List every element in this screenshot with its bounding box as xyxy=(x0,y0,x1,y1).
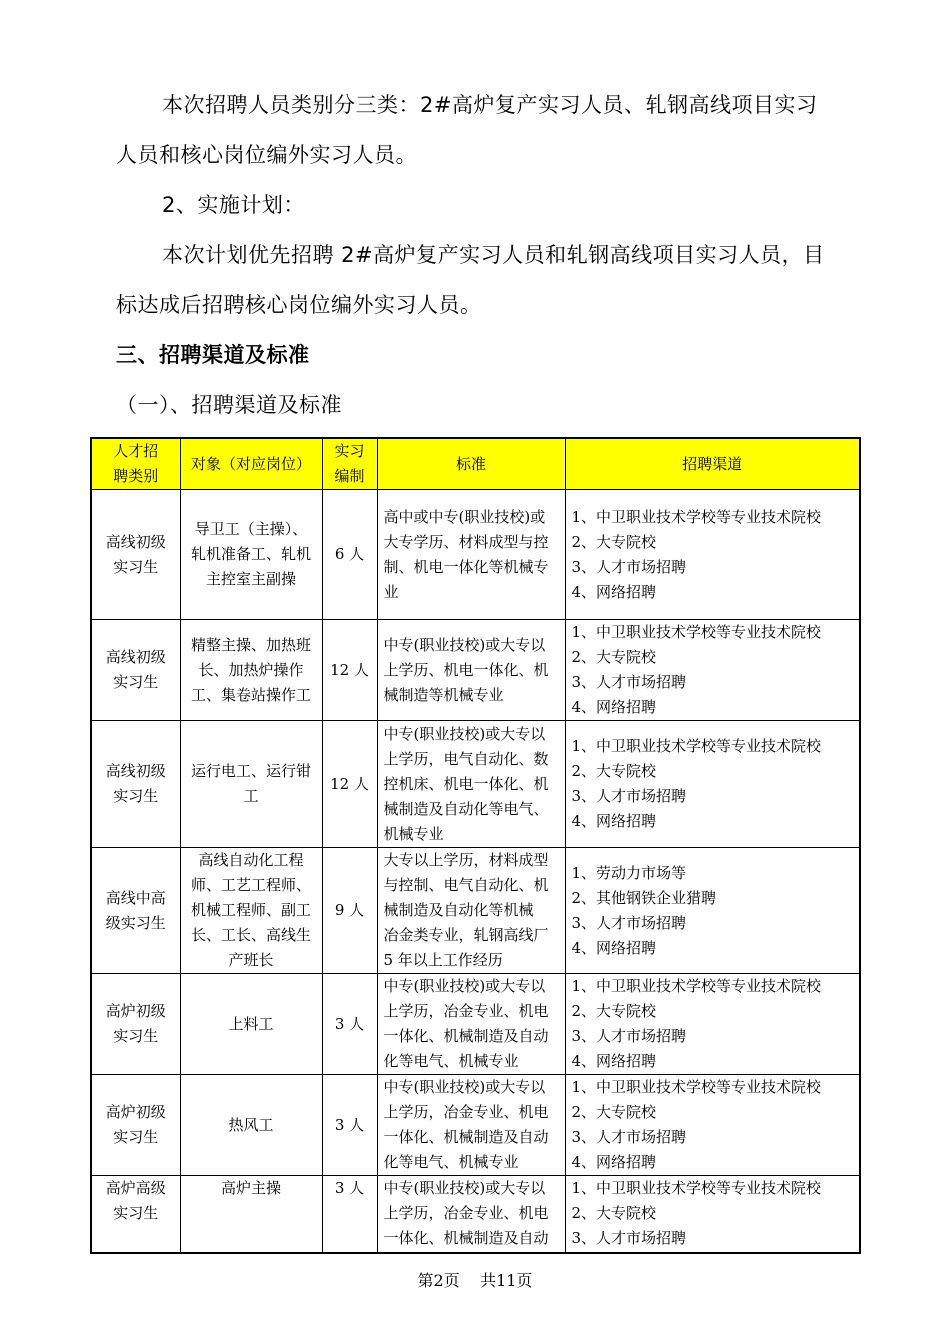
subsection-heading: （一）、招聘渠道及标准 xyxy=(116,393,342,417)
object-cell xyxy=(180,620,322,721)
object-cell xyxy=(180,1075,322,1176)
channels-cell xyxy=(565,721,860,848)
category-text: 实习生 xyxy=(113,673,159,691)
object-cell xyxy=(180,721,322,848)
standard-text: 控机床、机电一体化、机 xyxy=(383,774,549,793)
standard-cell xyxy=(377,848,565,974)
header-text: 对象（对应岗位） xyxy=(190,454,311,473)
channel-item: 1、中卫职业技术学校等专业技术院校 xyxy=(571,507,822,526)
table-row xyxy=(91,490,860,620)
table-row xyxy=(91,620,860,721)
recruitment-table xyxy=(90,437,859,1254)
object-text: 产班长 xyxy=(228,951,274,969)
table-header-row xyxy=(91,438,860,490)
standard-text: 中专(职业技校)或大专以 xyxy=(383,724,546,743)
standard-text: 上学历，冶金专业、机电 xyxy=(383,1204,549,1222)
channels-cell xyxy=(565,1075,860,1176)
object-text: 机械工程师、副工 xyxy=(190,901,311,919)
category-cell xyxy=(91,1176,180,1253)
channels-cell xyxy=(565,1176,860,1253)
standard-text: 中专(职业技校)或大专以 xyxy=(383,635,546,654)
page-footer: 第2页 共11页 xyxy=(417,1271,533,1290)
channels-cell xyxy=(565,974,860,1075)
table-row xyxy=(91,721,860,848)
category-text: 级实习生 xyxy=(105,913,166,932)
channel-item: 3、人才市场招聘 xyxy=(571,673,687,691)
category-text: 高炉初级 xyxy=(105,1103,166,1121)
channel-item: 4、网络招聘 xyxy=(571,1052,657,1070)
category-cell xyxy=(91,620,180,721)
standard-text: 械制造及自动化等机械 xyxy=(383,901,534,919)
standard-text: 大专以上学历，材料成型 xyxy=(383,851,549,869)
channel-item: 3、人才市场招聘 xyxy=(571,1229,687,1247)
standard-cell xyxy=(377,1176,565,1253)
section-item: 2、实施计划： xyxy=(162,193,305,217)
object-text: 师、工艺工程师、 xyxy=(190,876,311,894)
channel-item: 1、中卫职业技术学校等专业技术院校 xyxy=(571,737,822,755)
category-cell xyxy=(91,974,180,1075)
category-text: 高线初级 xyxy=(105,532,166,551)
channel-item: 2、大专院校 xyxy=(571,762,657,780)
channels-cell xyxy=(565,490,860,620)
section-heading: 三、招聘渠道及标准 xyxy=(116,343,310,367)
header-count xyxy=(322,438,377,490)
standard-text: 一体化、机械制造及自动 xyxy=(383,1027,549,1045)
category-cell xyxy=(91,848,180,974)
category-text: 高炉初级 xyxy=(105,1002,166,1020)
standard-text: 中专(职业技校)或大专以 xyxy=(383,1179,546,1197)
category-text: 高线初级 xyxy=(105,762,166,780)
object-text: 长、加热炉操作 xyxy=(198,660,304,679)
channel-item: 1、中卫职业技术学校等专业技术院校 xyxy=(571,623,822,641)
category-text: 实习生 xyxy=(113,1027,159,1045)
standard-cell xyxy=(377,490,565,620)
object-text: 高炉主操 xyxy=(220,1179,281,1197)
channel-item: 3、人才市场招聘 xyxy=(571,557,687,576)
table-row xyxy=(91,1075,860,1176)
channel-item: 4、网络招聘 xyxy=(571,812,657,830)
channel-item: 2、大专院校 xyxy=(571,1103,657,1121)
object-text: 工 xyxy=(243,787,259,805)
standard-text: 机械专业 xyxy=(383,824,444,843)
channel-item: 2、其他钢铁企业猎聘 xyxy=(571,888,717,907)
channel-item: 4、网络招聘 xyxy=(571,698,657,716)
standard-cell xyxy=(377,974,565,1075)
header-channels xyxy=(565,438,860,490)
category-cell xyxy=(91,490,180,620)
count-cell: 9 人 xyxy=(322,848,377,974)
channel-item: 3、人才市场招聘 xyxy=(571,1128,687,1146)
count-cell: 12 人 xyxy=(322,620,377,721)
channel-item: 2、大专院校 xyxy=(571,1204,657,1222)
channels-cell xyxy=(565,848,860,974)
paragraph-line: 人员和核心岗位编外实习人员。 xyxy=(116,143,417,167)
standard-text: 化等电气、机械专业 xyxy=(383,1052,519,1070)
channel-item: 2、大专院校 xyxy=(571,648,657,666)
paragraph-line: 本次计划优先招聘 2#高炉复产实习人员和轧钢高线项目实习人员，目 xyxy=(162,243,825,267)
header-text: 编制 xyxy=(334,467,365,485)
standard-text: 高中或中专(职业技校)或 xyxy=(383,507,546,526)
channel-item: 1、劳动力市场等 xyxy=(571,863,687,882)
object-cell xyxy=(180,1176,322,1253)
channels-cell xyxy=(565,620,860,721)
table-row xyxy=(91,974,860,1075)
channel-item: 4、网络招聘 xyxy=(571,938,657,957)
standard-text: 业 xyxy=(383,582,399,601)
standard-text: 5 年以上工作经历 xyxy=(383,951,503,969)
channel-item: 3、人才市场招聘 xyxy=(571,787,687,805)
object-text: 精整主操、加热班 xyxy=(190,635,311,654)
channel-item: 3、人才市场招聘 xyxy=(571,1027,687,1045)
channel-item: 4、网络招聘 xyxy=(571,582,657,601)
standard-cell xyxy=(377,721,565,848)
count-cell: 3 人 xyxy=(322,974,377,1075)
standard-text: 械制造等机械专业 xyxy=(383,685,504,704)
channel-item: 1、中卫职业技术学校等专业技术院校 xyxy=(571,1179,822,1197)
category-text: 实习生 xyxy=(113,1204,159,1222)
object-cell xyxy=(180,490,322,620)
category-text: 高炉高级 xyxy=(105,1179,166,1197)
standard-text: 上学历，冶金专业、机电 xyxy=(383,1002,549,1020)
category-text: 实习生 xyxy=(113,787,159,805)
standard-text: 上学历，冶金专业、机电 xyxy=(383,1103,549,1121)
standard-text: 中专(职业技校)或大专以 xyxy=(383,1078,546,1096)
object-text: 长、工长、高线生 xyxy=(190,926,311,944)
channel-item: 1、中卫职业技术学校等专业技术院校 xyxy=(571,977,822,995)
category-cell xyxy=(91,721,180,848)
header-category xyxy=(91,438,180,490)
header-text: 标准 xyxy=(455,454,486,473)
object-text: 主控室主副操 xyxy=(205,570,296,588)
standard-text: 中专(职业技校)或大专以 xyxy=(383,977,546,995)
standard-cell xyxy=(377,1075,565,1176)
object-text: 热风工 xyxy=(228,1115,274,1134)
table-row xyxy=(91,1176,860,1253)
standard-text: 化等电气、机械专业 xyxy=(383,1153,519,1171)
object-text: 高线自动化工程 xyxy=(198,851,304,869)
standard-text: 上学历，电气自动化、数 xyxy=(383,749,549,768)
object-cell xyxy=(180,974,322,1075)
channel-item: 3、人才市场招聘 xyxy=(571,913,687,932)
category-text: 高线中高 xyxy=(105,888,166,907)
category-cell xyxy=(91,1075,180,1176)
paragraph-line: 本次招聘人员类别分三类：2#高炉复产实习人员、轧钢高线项目实习 xyxy=(162,93,818,117)
standard-text: 一体化、机械制造及自动 xyxy=(383,1128,549,1146)
standard-text: 大专学历、材料成型与控 xyxy=(383,532,549,551)
standard-text: 械制造及自动化等电气、 xyxy=(383,799,549,818)
standard-text: 一体化、机械制造及自动 xyxy=(383,1229,549,1247)
header-text: 招聘渠道 xyxy=(682,454,743,473)
category-text: 实习生 xyxy=(113,557,159,576)
object-text: 工、集卷站操作工 xyxy=(190,685,311,704)
object-text: 上料工 xyxy=(228,1014,274,1033)
object-text: 轧机准备工、轧机 xyxy=(190,545,311,563)
object-text: 运行电工、运行钳 xyxy=(190,762,311,780)
count-cell: 6 人 xyxy=(322,490,377,620)
standard-text: 与控制、电气自动化、机 xyxy=(383,876,549,894)
header-text: 实习 xyxy=(334,442,365,460)
standard-text: 制、机电一体化等机械专 xyxy=(383,557,549,576)
header-standard xyxy=(377,438,565,490)
object-cell xyxy=(180,848,322,974)
header-text: 人才招 xyxy=(113,442,159,460)
count-cell: 3 人 xyxy=(322,1075,377,1176)
category-text: 实习生 xyxy=(113,1128,159,1146)
category-text: 高线初级 xyxy=(105,648,166,666)
standard-text: 上学历、机电一体化、机 xyxy=(383,660,549,679)
channel-item: 2、大专院校 xyxy=(571,1002,657,1020)
channel-item: 2、大专院校 xyxy=(571,532,657,551)
standard-cell xyxy=(377,620,565,721)
count-cell: 3 人 xyxy=(322,1176,377,1253)
count-cell: 12 人 xyxy=(322,721,377,848)
paragraph-line: 标达成后招聘核心岗位编外实习人员。 xyxy=(116,293,482,317)
header-text: 聘类别 xyxy=(113,467,159,485)
table-row xyxy=(91,848,860,974)
channel-item: 1、中卫职业技术学校等专业技术院校 xyxy=(571,1078,822,1096)
object-text: 导卫工（主操）、 xyxy=(194,520,308,538)
standard-text: 冶金类专业，轧钢高线厂 xyxy=(383,926,549,944)
header-object xyxy=(180,438,322,490)
channel-item: 4、网络招聘 xyxy=(571,1153,657,1171)
